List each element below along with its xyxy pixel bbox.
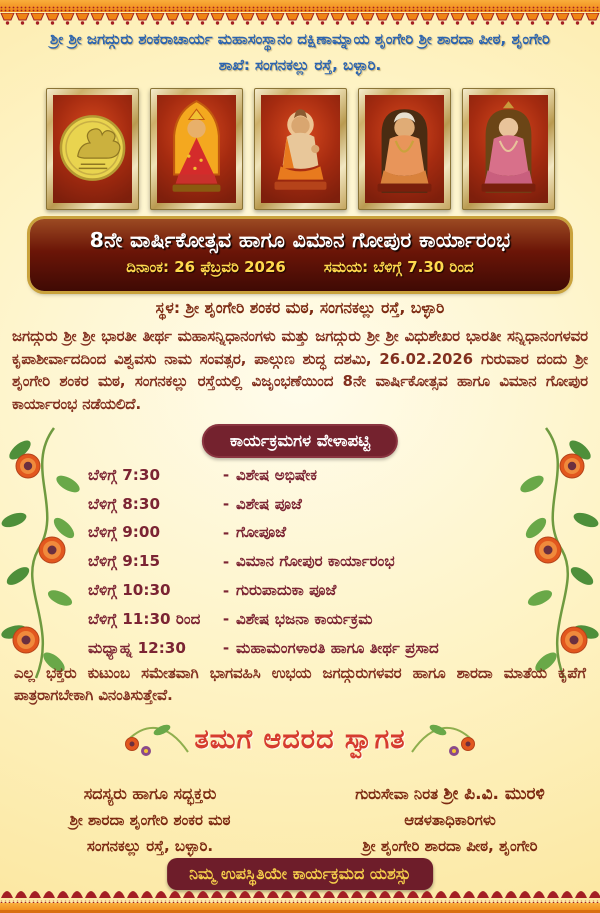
schedule-separator: - (222, 495, 230, 514)
schedule-event: ವಿಶೇಷ ಪೂಜೆ (236, 494, 302, 513)
schedule-time: ಮಧ್ಯಾಹ್ನ 12:30 (88, 638, 186, 657)
schedule-time: ಬೆಳಿಗ್ಗೆ 9:15 (88, 552, 161, 571)
branch-line: ಶಾಖೆ: ಸಂಗನಕಲ್ಲು ರಸ್ತೆ, ಬಳ್ಳಾರಿ. (218, 56, 382, 74)
event-date: ದಿನಾಂಕ: 26 ಫೆಬ್ರವರಿ 2026 (126, 258, 286, 276)
schedule-row (88, 634, 522, 663)
venue-line: ಸ್ಥಳ: ಶ್ರೀ ಶೃಂಗೇರಿ ಶಂಕರ ಮಠ, ಸಂಗನಕಲ್ಲು ರಸ್ತೆ, ಬಳ್ಳಾರಿ (155, 299, 445, 317)
event-title: 8ನೇ ವಾರ್ಷಿಕೋತ್ಸವ ಹಾಗೂ ವಿಮಾನ ಗೋಪುರ ಕಾರ್ಯಾರಂಭ (89, 228, 511, 252)
schedule-row (88, 605, 522, 634)
schedule-separator: - (222, 639, 230, 658)
schedule-event: ವಿಶೇಷ ಭಜನಾ ಕಾರ್ಯಕ್ರಮ (236, 609, 373, 628)
signatory-left-address: ಸಂಗನಕಲ್ಲು ರಸ್ತೆ, ಬಳ್ಳಾರಿ. (86, 837, 214, 855)
schedule-row (88, 519, 522, 548)
adi-shankaracharya-portrait (254, 88, 347, 210)
jagadguru-bharati-tirtha-portrait (358, 88, 451, 210)
schedule-time: ಬೆಳಿಗ್ಗೆ 11:30 ರಿಂದ (88, 609, 201, 628)
jagadguru-vidhushekhara-bharati-portrait (462, 88, 555, 210)
schedule-event: ಗೋಪೂಜೆ (236, 523, 287, 542)
signatory-right-name-line (300, 781, 600, 807)
signatories (0, 781, 600, 859)
intro-paragraph: ಜಗದ್ಗುರು ಶ್ರೀ ಶ್ರೀ ಭಾರತೀ ತೀರ್ಥ ಮಹಾಸನ್ನಿಧಾನಂಗಳು ಮತ್ತು ಜಗದ್ಗುರು ಶ್ರೀ ಶ್ರೀ ವಿಧುಶೇಖರ ಭಾರತೀ ಸನ್ನಿಧಾನಂಗಳವರ ಕೃಪಾಶೀರ್ವಾದದಿಂದ ವಿಶ್ವವಸು ನಾಮ ಸಂವತ್ಸರ, ಪಾಲ್ಗುಣ ಶುದ್ಧ ದಶಮಿ, 26.02.2026 ಗುರುವಾರ ದಂದು ಶ್ರೀ ಶೃಂಗೇರಿ ಶಂಕರ ಮಠ, ಸಂಗನಕಲ್ಲು ರಸ್ತೆಯಲ್ಲಿ ವಿಜೃಂಭಣೆಯಿಂದ 8ನೇ ವಾರ್ಷಿಕೋತ್ಸವ ಹಾಗೂ ವಿಮಾನ ಗೋಪುರ ಕಾರ್ಯಾರಂಭ ನಡೆಯಲಿದೆ. (12, 328, 588, 413)
sringeri-mutt-emblem-seal (46, 88, 139, 210)
signatory-left (0, 781, 300, 859)
floral-vine-left (0, 424, 92, 682)
schedule-separator: - (222, 523, 230, 542)
emblem-icon (53, 95, 132, 203)
event-title-banner (30, 219, 570, 291)
schedule-time: ಬೆಳಿಗ್ಗೆ 10:30 (88, 581, 171, 600)
schedule-heading-pill: ಕಾರ್ಯಕ್ರಮಗಳ ವೇಳಾಪಟ್ಟಿ (202, 424, 398, 458)
schedule-separator: - (222, 552, 230, 571)
schedule-time: ಬೆಳಿಗ್ಗೆ 8:30 (88, 494, 161, 513)
goddess-sharadamba-portrait (150, 88, 243, 210)
welcome-heading: ತಮಗೆ ಆದರದ ಸ್ವಾಗತ (194, 724, 406, 755)
signatory-left-role: ಸದಸ್ಯರು ಹಾಗೂ ಸದ್ಭಕ್ತರು (83, 784, 217, 803)
schedule-row (88, 576, 522, 605)
signatory-right (300, 781, 600, 859)
schedule-list (88, 461, 522, 663)
signatory-right-name: ಶ್ರೀ ಪಿ.ವಿ. ಮುರಳಿ (443, 784, 545, 804)
schedule-event: ವಿಶೇಷ ಅಭಿಷೇಕ (236, 465, 318, 484)
flower-flourish-right-icon (408, 714, 478, 762)
schedule-row (88, 547, 522, 576)
event-time: ಸಮಯ: ಬೆಳಿಗ್ಗೆ 7.30 ರಿಂದ (323, 258, 474, 276)
signatory-right-org: ಶ್ರೀ ಶೃಂಗೇರಿ ಶಾರದಾ ಪೀಠ, ಶೃಂಗೇರಿ (362, 837, 538, 855)
event-date-time (30, 258, 570, 276)
schedule-row (88, 490, 522, 519)
footer-slogan-pill: ನಿಮ್ಮ ಉಪಸ್ಥಿತಿಯೇ ಕಾರ್ಯಕ್ರಮದ ಯಶಸ್ಸು (167, 858, 433, 890)
shankaracharya-icon (261, 95, 340, 203)
closing-paragraph: ಎಲ್ಲ ಭಕ್ತರು ಕುಟುಂಬ ಸಮೇತವಾಗಿ ಭಾಗವಹಿಸಿ ಉಭಯ ಜಗದ್ಗುರುಗಳವರ ಹಾಗೂ ಶಾರದಾ ಮಾತೆಯ ಕೃಪೆಗೆ ಪಾತ್ರರಾಗಬೇಕಾಗಿ ವಿನಂತಿಸುತ್ತೇವೆ. (14, 665, 586, 705)
signatory-left-org: ಶ್ರೀ ಶಾರದಾ ಶೃಂಗೇರಿ ಶಂಕರ ಮಠ (69, 811, 231, 829)
schedule-time: ಬೆಳಿಗ್ಗೆ 9:00 (88, 523, 161, 542)
signatory-right-name-prefix: ಗುರುಸೇವಾ ನಿರತ (355, 785, 439, 803)
junior-guru-icon (469, 95, 548, 203)
schedule-row (88, 461, 522, 490)
schedule-separator: - (222, 581, 230, 600)
schedule-separator: - (222, 466, 230, 485)
schedule-separator: - (222, 610, 230, 629)
goddess-icon (157, 95, 236, 203)
senior-guru-icon (365, 95, 444, 203)
schedule-event: ವಿಮಾನ ಗೋಪುರ ಕಾರ್ಯಾರಂಭ (236, 552, 395, 571)
portrait-row (0, 88, 600, 210)
schedule-event: ಗುರುಪಾದುಕಾ ಪೂಜೆ (236, 581, 337, 600)
schedule-time: ಬೆಳಿಗ್ಗೆ 7:30 (88, 465, 161, 484)
top-lamp-garland-border (0, 0, 600, 26)
schedule-event: ಮಹಾಮಂಗಳಾರತಿ ಹಾಗೂ ತೀರ್ಥ ಪ್ರಸಾದ (236, 638, 439, 657)
signatory-right-role: ಆಡಳತಾಧಿಕಾರಿಗಳು (404, 811, 496, 829)
bottom-arch-border (0, 889, 600, 913)
org-title-line: ಶ್ರೀ ಶ್ರೀ ಜಗದ್ಗುರು ಶಂಕರಾಚಾರ್ಯ ಮಹಾಸಂಸ್ಥಾನಂ ದಕ್ಷಿಣಾಮ್ನಾಯ ಶೃಂಗೇರಿ ಶ್ರೀ ಶಾರದಾ ಪೀಠ, ಶೃಂಗೇರಿ (50, 30, 550, 48)
